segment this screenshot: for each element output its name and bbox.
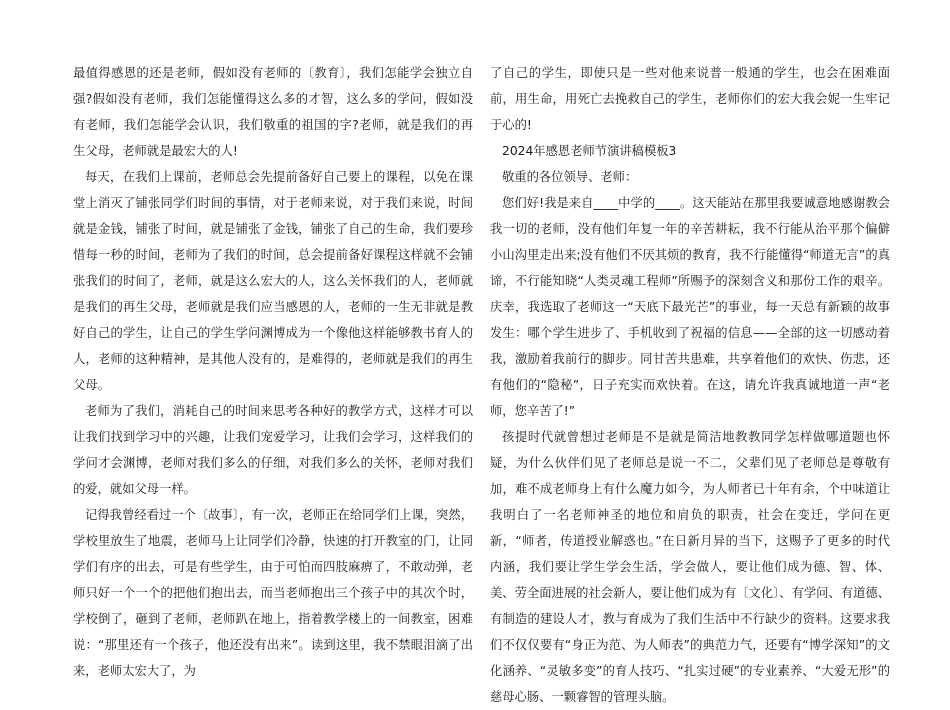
- left-column: [73, 60, 473, 684]
- paragraph: 您们好!我是来自____中学的____。这天能站在那里我要诚意地感谢教会我一切的老师，没有他们年复一年的辛苦耕耘，我不行能从治平那个偏僻小山沟里走出来;没有他们不厌其烦的教育，我不行能懂得“师道无言”的真谛，不行能知晓“人类灵魂工程师”所赐予的深刻含义和那份工作的艰辛。庆幸，我选取了老师这一“天底下最光芒”的事业，每一天总有新颖的故事发生：哪个学生进步了、手机收到了祝福的信息——全部的这一切感动着我，激励着我前行的脚步。同甘苦共患难，共享着他们的欢快、伤悲，还有他们的“隐秘”，日子充实而欢快着。在这，请允许我真诚地道一声“老师，您辛苦了!”: [490, 196, 890, 418]
- paragraph: 孩提时代就曾想过老师是不是就是简洁地教教同学怎样做哪道题也怀疑，为什么伙伴们见了老师总是说一不二，父辈们见了老师总是尊敬有加，难不成老师身上有什么魔力如今，为人师者已十年有余，个中味道让我明白了一名老师神圣的地位和肩负的职责，社会在变迁，学问在更新，“师者，传道授业解惑也。”在日新月异的当下，这赐予了更多的时代内涵，我们要让学生学会生活，学会做人，要让他们成为德、智、体、美、劳全面进展的社会新人，要让他们成为有〔文化〕、有学问、有道德、有制造的建设人才，教与育成为了我们生活中不行缺少的资料。这要求我们不仅仅要有“身正为范、为人师表”的典范力气，还要有“博学深知”的文化涵养、“灵敏多变”的育人技巧、“扎实过硬”的专业素养、“大爱无形”的慈母心肠、一颗睿智的管理头脑。: [490, 430, 890, 704]
- right-column: [490, 60, 890, 710]
- salutation: 敬重的各位领导、老师：: [502, 170, 638, 184]
- section-heading: 2024年感恩老师节演讲稿模板3: [502, 144, 677, 158]
- paragraph: 每天，在我们上课前，老师总会先提前备好自己要上的课程，以免在课堂上消灭了铺张同学们时间的事情，对于老师来说，对于我们来说，时间就是金钱，铺张了时间，就是铺张了金钱，铺张了自己的生命，我们要珍惜每一秒的时间，老师为了我们的时间，总会提前备好课程这样就不会铺张我们的时间了，老师，就是这么宏大的人，这么关怀我们的人，老师就是我们的再生父母，老师就是我们应当感恩的人，老师的一生无非就是教好自己的学生，让自己的学生学问渊博成为一个像他这样能够教书育人的人，老师的这种精神，是其他人没有的，是难得的，老师就是我们的再生父母。: [73, 170, 473, 392]
- paragraph-continuation: 了自己的学生，即使只是一些对他来说普一般通的学生，也会在困难面前，用生命，用死亡去挽救自己的学生，老师你们的宏大我会妮一生牢记于心的!: [490, 66, 890, 132]
- paragraph: 最值得感恩的还是老师，假如没有老师的〔教育〕，我们怎能学会独立自强?假如没有老师，我们怎能懂得这么多的才智，这么多的学问，假如没有老师，我们怎能学会认识，我们敬重的祖国的字?老师，就是我们的再生父母，老师就是最宏大的人!: [73, 66, 473, 158]
- paragraph: 老师为了我们，消耗自己的时间来思考各种好的教学方式，这样才可以让我们找到学习中的兴趣，让我们宠爱学习，让我们会学习，这样我们的学问才会渊博，老师对我们多么的仔细，对我们多么的关怀，老师对我们的爱，就如父母一样。: [73, 404, 473, 496]
- paragraph: 记得我曾经看过一个〔故事〕，有一次，老师正在给同学们上课，突然，学校里放生了地震，老师马上让同学们冷静，快速的打开教室的门，让同学们有序的出去，可是有些学生，由于可怕而四肢麻痹了，不敢动弹，老师只好一个一个的把他们抱出去，而当老师抱出三个孩子中的其次个时，学校倒了，砸到了老师，老师趴在地上，指着教学楼上的一间教室，困难说：“那里还有一个孩子，他还没有出来”。读到这里，我不禁眼泪滴了出来，老师太宏大了，为: [73, 508, 473, 678]
